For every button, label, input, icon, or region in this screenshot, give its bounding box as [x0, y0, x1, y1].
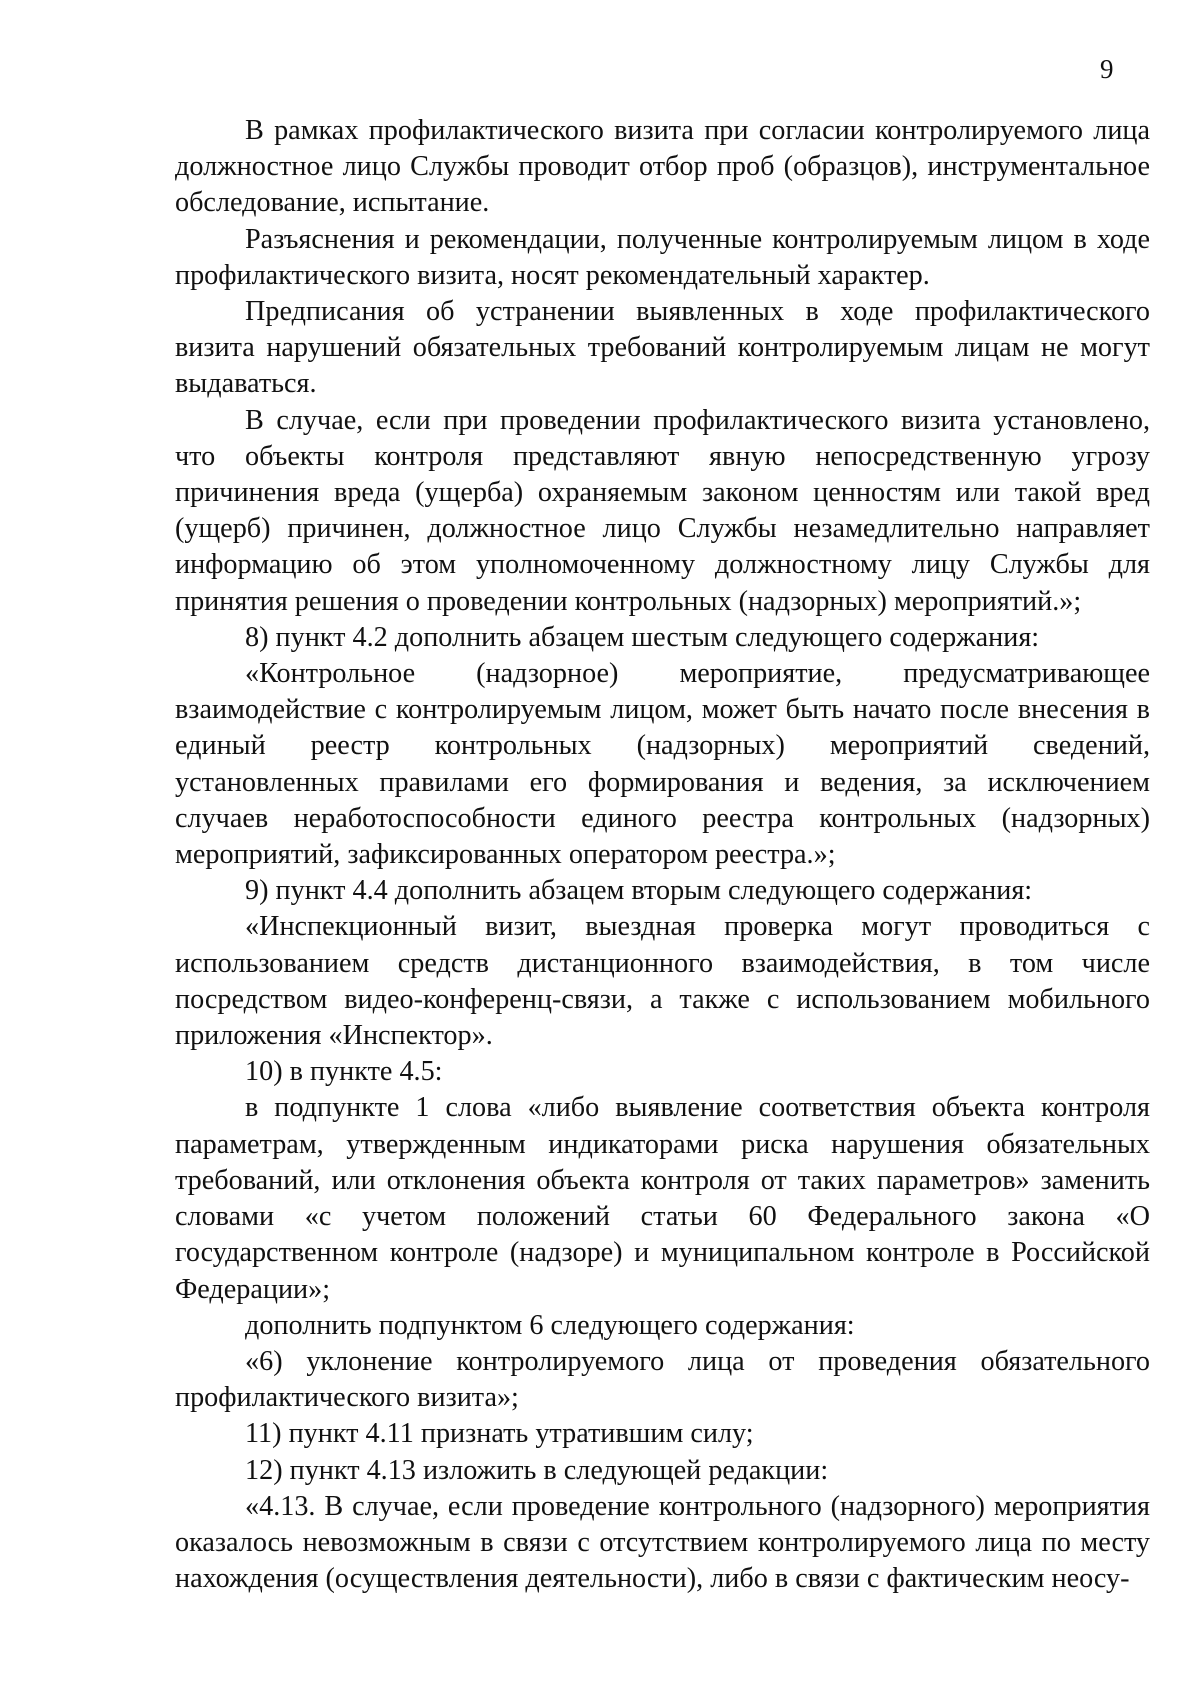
paragraph: в подпункте 1 слова «либо выявление соответствия объекта контроля параметрам, утвержденным индикаторами риска нарушения обязательных требований, или отклонения объекта контроля от таких параметров» заменить словами «с учетом положений статьи 60 Федерального закона «О государственном контроле (надзоре) и муниципальном контроле в Российской Федерации»; [175, 1092, 1150, 1305]
paragraph: В случае, если при проведении профилактического визита установлено, что объекты контроля представляют явную непосредственную угрозу причинения вреда (ущерба) охраняемым законом ценностям или такой вред (ущерб) причинен, должностное лицо Службы незамедлительно направляет информацию об этом уполномоченному должностному лицу Службы для принятия решения о проведении контрольных (надзорных) мероприятий.»; [175, 404, 1150, 617]
paragraph: Предписания об устранении выявленных в ходе профилактического визита нарушений обязательных требований контролируемым лицам не могут выдаваться. [175, 296, 1150, 400]
paragraph: «Контрольное (надзорное) мероприятие, предусматривающее взаимодействие с контролируемым лицом, может быть начато после внесения в единый реестр контрольных (надзорных) мероприятий сведений, установленных правилами его формирования и ведения, за исключением случаев неработоспособности единого реестра контрольных (надзорных) мероприятий, зафиксированных оператором реестра.»; [175, 658, 1150, 871]
paragraph: 11) пункт 4.11 признать утратившим силу; [245, 1418, 754, 1450]
paragraph: 8) пункт 4.2 дополнить абзацем шестым следующего содержания: [245, 621, 1040, 653]
paragraph: «4.13. В случае, если проведение контрольного (надзорного) мероприятия оказалось невозможным в связи с отсутствием контролируемого лица по месту нахождения (осуществления деятельности), либо в связи с фактическим неосу- [175, 1490, 1150, 1595]
document-body [175, 113, 1150, 1597]
paragraph: 9) пункт 4.4 дополнить абзацем вторым следующего содержания: [245, 875, 1033, 907]
paragraph: Разъяснения и рекомендации, полученные контролируемым лицом в ходе профилактического визита, носят рекомендательный характер. [175, 223, 1150, 291]
paragraph: В рамках профилактического визита при согласии контролируемого лица должностное лицо Службы проводит отбор проб (образцов), инструментальное обследование, испытание. [175, 115, 1150, 219]
paragraph: 12) пункт 4.13 изложить в следующей редакции: [245, 1454, 829, 1486]
paragraph: дополнить подпунктом 6 следующего содержания: [245, 1309, 855, 1341]
paragraph: 10) в пункте 4.5: [245, 1056, 443, 1088]
paragraph: «6) уклонение контролируемого лица от проведения обязательного профилактического визита»; [175, 1345, 1150, 1414]
page-number: 9 [1100, 54, 1114, 84]
paragraph: «Инспекционный визит, выездная проверка могут проводиться с использованием средств дистанционного взаимодействия, в том числе посредством видео-конференц-связи, а также с использованием мобильного приложения «Инспектор». [175, 911, 1150, 1052]
